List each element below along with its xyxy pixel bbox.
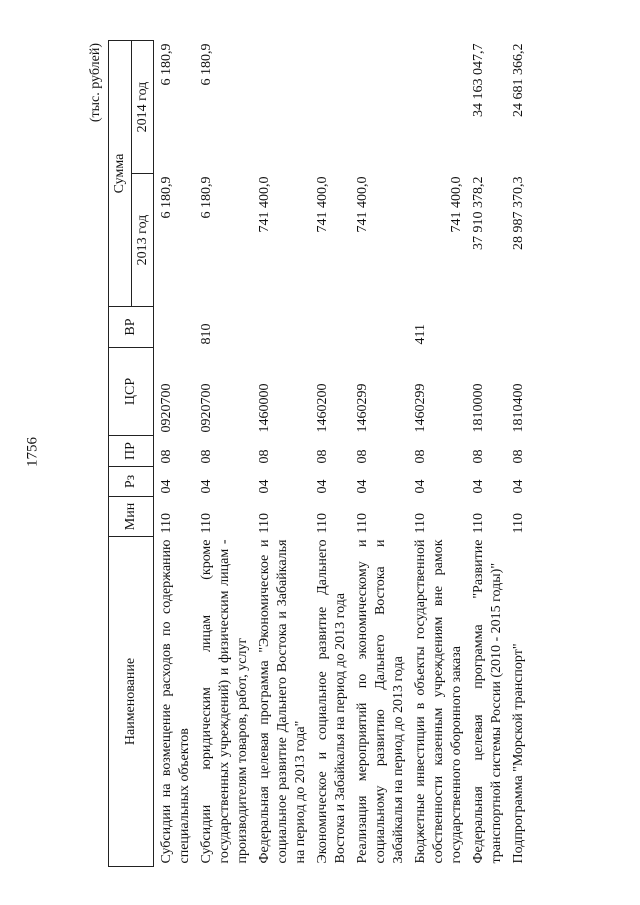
cell-y2014: 34 163 047,7	[471, 43, 486, 117]
cell-min: 110	[471, 513, 486, 534]
cell-min: 110	[199, 513, 214, 534]
cell-name: Федеральная целевая программа "Развитие транспортной системы России (2010 - 2015 годы)"	[471, 539, 504, 864]
header-pr: ПР	[109, 436, 154, 467]
cell-min: 110	[413, 513, 428, 534]
cell-vr	[350, 307, 408, 348]
cell-min: 110	[511, 513, 526, 534]
cell-csr: 1460200	[315, 383, 330, 433]
table-row	[310, 41, 350, 867]
cell-y2013: 37 910 378,2	[471, 176, 486, 250]
cell-name: Субсидии юридическим лицам (кроме государственных учреждений) и физическим лицам - производителям товаров, работ, услуг	[199, 539, 250, 864]
cell-y2013: 6 180,9	[199, 176, 214, 219]
cell-pr: 08	[315, 449, 330, 464]
cell-y2013: 741 400,0	[355, 176, 370, 233]
cell-rz: 04	[413, 479, 428, 494]
cell-y2014: 6 180,9	[199, 43, 214, 86]
cell-pr: 08	[471, 449, 486, 464]
cell-vr	[506, 307, 528, 348]
cell-y2013: 741 400,0	[257, 176, 272, 233]
cell-pr: 08	[413, 449, 428, 464]
cell-y2014	[252, 41, 310, 174]
cell-rz: 04	[471, 479, 486, 494]
cell-min: 110	[257, 513, 272, 534]
cell-min: 110	[159, 513, 174, 534]
table-row	[252, 41, 310, 867]
cell-name: Экономическое и социальное развитие Дальнего Востока и Забайкалья на период до 2013 года	[315, 539, 348, 864]
page-number: 1756	[24, 437, 41, 467]
cell-name: Реализация мероприятий по экономическому и социальному развитию Дальнего Востока и Забайкалья на период до 2013 года	[355, 539, 406, 864]
header-min: Мин	[109, 497, 154, 537]
budget-table	[108, 40, 528, 867]
cell-y2014: 6 180,9	[159, 43, 174, 86]
table-row	[506, 41, 528, 867]
cell-vr	[466, 307, 506, 348]
cell-y2013: 6 180,9	[159, 176, 174, 219]
cell-csr: 0920700	[159, 383, 174, 433]
cell-csr: 1810400	[511, 383, 526, 433]
table-row	[194, 41, 252, 867]
header-sum: Сумма	[109, 41, 132, 307]
cell-y2013: 741 400,0	[315, 176, 330, 233]
header-name: Наименование	[109, 537, 154, 867]
cell-pr: 08	[199, 449, 214, 464]
cell-name: Подпрограмма "Морской транспорт"	[511, 643, 526, 864]
cell-min: 110	[315, 513, 330, 534]
table-row	[350, 41, 408, 867]
cell-vr: 411	[413, 324, 428, 345]
cell-vr	[154, 307, 195, 348]
table-row	[466, 41, 506, 867]
rotated-page	[88, 41, 616, 867]
cell-vr	[310, 307, 350, 348]
cell-csr: 0920700	[199, 383, 214, 433]
table-row	[154, 41, 195, 867]
table-header	[109, 41, 154, 867]
cell-min: 110	[355, 513, 370, 534]
cell-rz: 04	[511, 479, 526, 494]
cell-y2013: 741 400,0	[449, 176, 464, 233]
cell-csr: 1460000	[257, 383, 272, 433]
cell-csr: 1810000	[471, 383, 486, 433]
cell-y2013: 28 987 370,3	[511, 176, 526, 250]
header-vr: ВР	[109, 307, 154, 348]
header-2014: 2014 год	[132, 41, 154, 174]
cell-y2014: 24 681 366,2	[511, 43, 526, 117]
table-row	[408, 41, 466, 867]
cell-pr: 08	[511, 449, 526, 464]
cell-pr: 08	[355, 449, 370, 464]
cell-y2014	[310, 41, 350, 174]
cell-rz: 04	[199, 479, 214, 494]
cell-rz: 04	[355, 479, 370, 494]
cell-vr: 810	[199, 323, 214, 345]
cell-rz: 04	[315, 479, 330, 494]
cell-pr: 08	[159, 449, 174, 464]
units-label: (тыс. рублей)	[88, 43, 103, 123]
cell-rz: 04	[159, 479, 174, 494]
cell-y2014	[408, 41, 466, 174]
cell-rz: 04	[257, 479, 272, 494]
header-csr: ЦСР	[109, 348, 154, 436]
header-rz: Рз	[109, 467, 154, 497]
header-2013: 2013 год	[132, 174, 154, 307]
cell-pr: 08	[257, 449, 272, 464]
cell-csr: 1460299	[413, 383, 428, 433]
table-body	[154, 41, 529, 867]
cell-name: Субсидии на возмещение расходов по содержанию специальных объектов	[159, 539, 192, 864]
cell-vr	[252, 307, 310, 348]
cell-y2014	[350, 41, 408, 174]
cell-csr: 1460299	[355, 383, 370, 433]
cell-name: Федеральная целевая программа "Экономическое и социальное развитие Дальнего Востока и Забайкалья на период до 2013 года"	[257, 539, 308, 864]
cell-name: Бюджетные инвестиции в объекты государственной собственности казенным учреждениям вне рамок государственного оборонного заказа	[413, 539, 464, 864]
